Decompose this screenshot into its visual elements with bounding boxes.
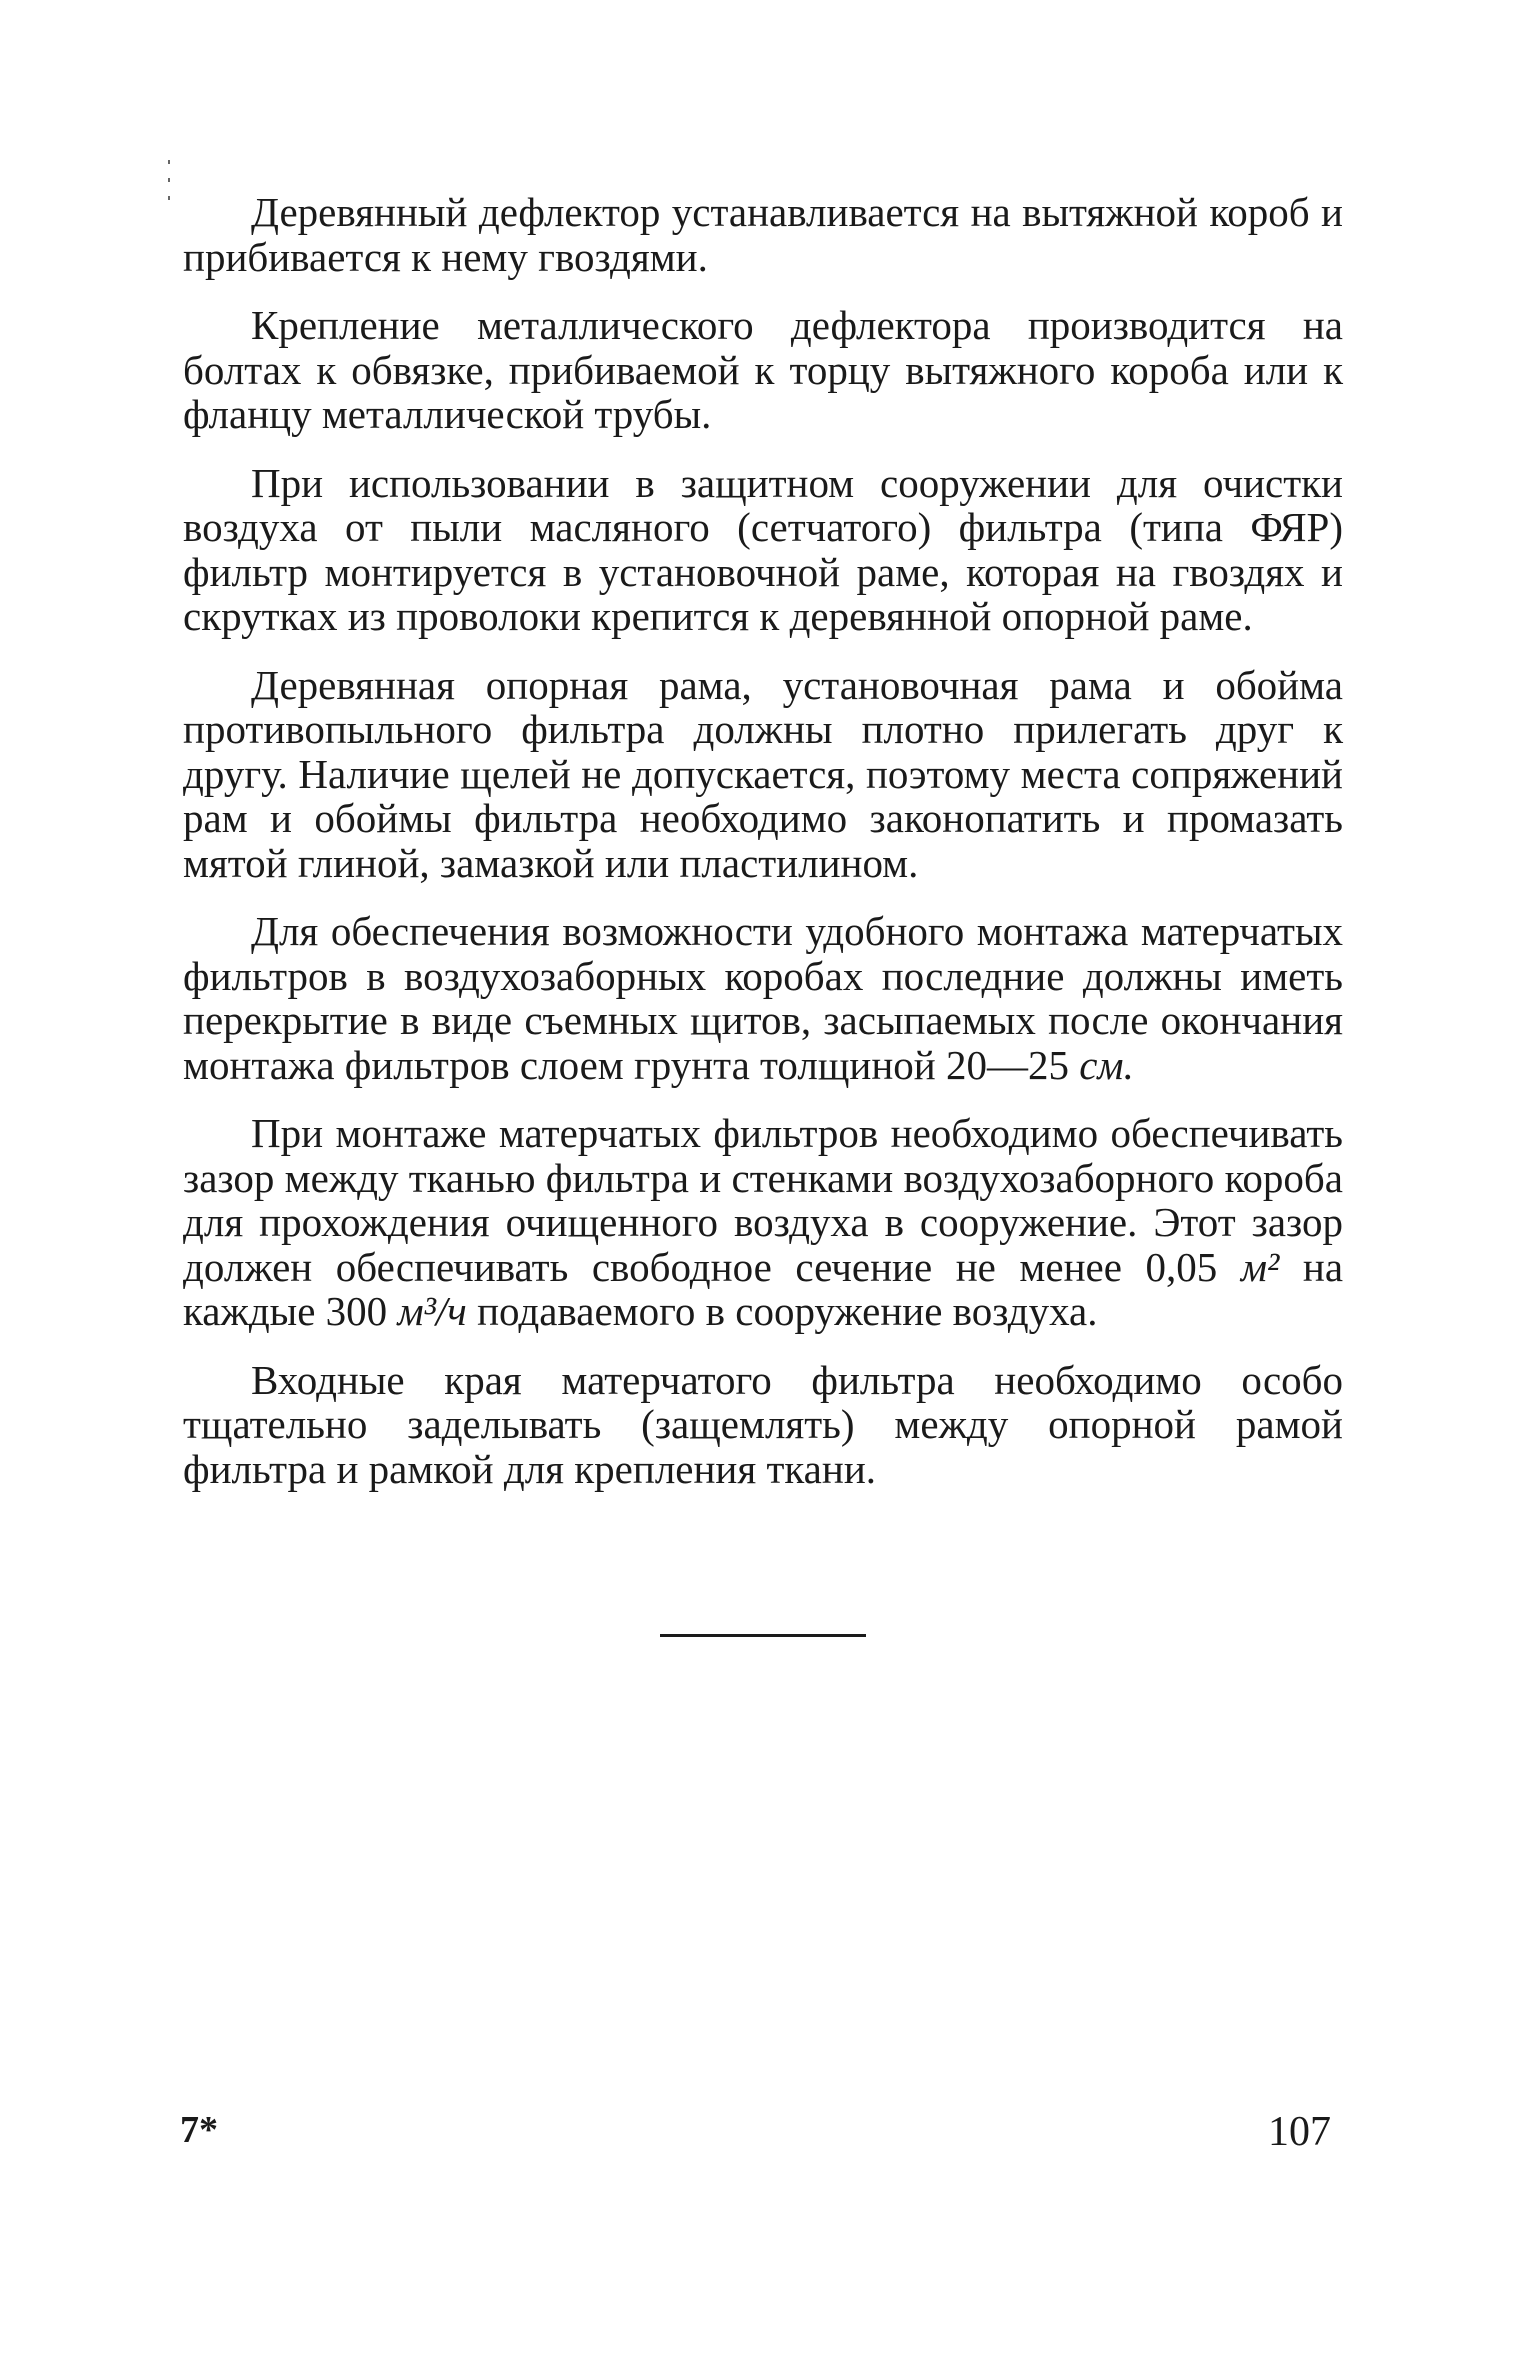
page-body	[183, 190, 1343, 1515]
paragraph-gap	[183, 1111, 1343, 1334]
scan-speck	[168, 178, 170, 182]
printer-signature: 7*	[180, 2109, 218, 2151]
paragraph-metal-deflector: Крепление металлического дефлектора производится на болтах к обвязке, прибиваемой к торцу вытяжного короба или к фланцу металлической трубы.	[183, 302, 1343, 437]
page-number: 107	[1268, 2109, 1331, 2155]
paragraph-gap-text-b: на каждые 300	[183, 1243, 1344, 1334]
scan-speck	[168, 196, 170, 200]
paragraph-frame-fit: Деревянная опорная рама, установочная рама и обойма противопыльного фильтра должны плотно прилегать друг к другу. Наличие щелей не допускается, поэтому места сопряжений рам и обоймы фильтра необходимо законопатить и промазать мятой глиной, замазкой или пластилином.	[183, 661, 1343, 886]
unit-m2: м²	[1240, 1243, 1280, 1290]
section-end-rule	[660, 1634, 866, 1637]
unit-m3h: м³/ч	[397, 1288, 467, 1334]
unit-cm: см.	[1079, 1041, 1134, 1088]
scan-speck	[168, 160, 170, 164]
paragraph-edges: Входные края матерчатого фильтра необходимо особо тщательно заделывать (защемлять) между опорной рамой фильтра и рамкой для крепления ткани.	[183, 1356, 1343, 1492]
paragraph-oil-filter: При использовании в защитном сооружении для очистки воздуха от пыли масляного (сетчатого) фильтра (типа ФЯР) фильтр монтируется в установочной раме, которая на гвоздях и скрутках из проволоки крепится к деревянной опорной раме.	[183, 459, 1343, 639]
paragraph-gap-text-a: При монтаже матерчатых фильтров необходимо обеспечивать зазор между тканью фильтра и стенками воздухозаборного короба для прохождения очищенного воздуха в сооружение. Этот зазор должен обеспечивать свободное сечение не менее 0,05	[183, 1110, 1343, 1290]
paragraph-fabric-mount-text: Для обеспечения возможности удобного монтажа матерчатых фильтров в воздухозаборных коробах последние должны иметь перекрытие в виде съемных щитов, засыпаемых после окончания монтажа фильтров слоем грунта толщиной 20—25	[183, 908, 1343, 1088]
paragraph-gap-text-c: подаваемого в сооружение воздуха.	[477, 1288, 1098, 1334]
paragraph-fabric-mount	[183, 909, 1343, 1087]
paragraph-wooden-deflector: Деревянный дефлектор устанавливается на вытяжной короб и прибивается к нему гвоздями.	[183, 189, 1343, 280]
